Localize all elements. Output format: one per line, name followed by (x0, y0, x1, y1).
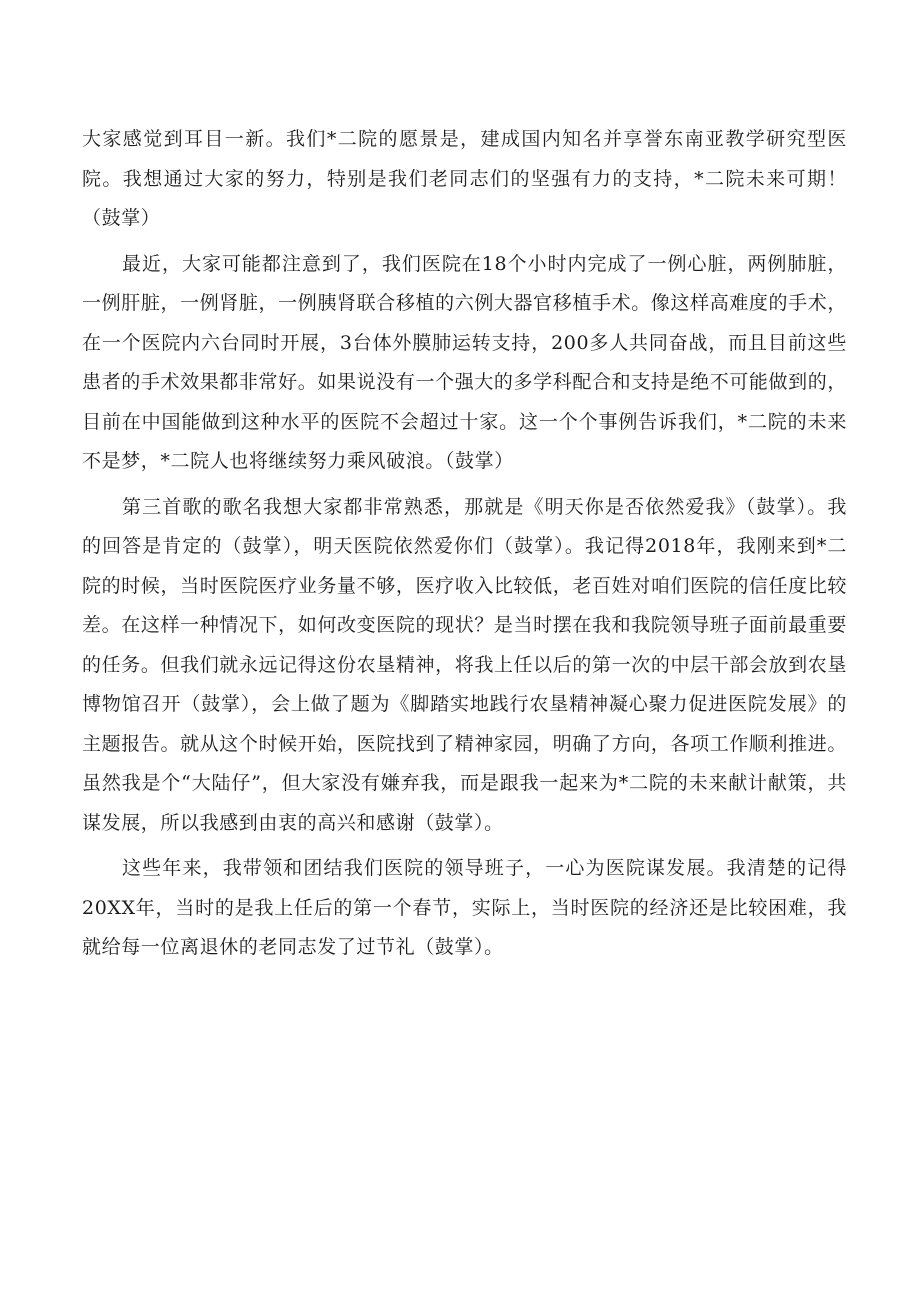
document-body (82, 120, 847, 968)
paragraph-1: 大家感觉到耳目一新。我们*二院的愿景是，建成国内知名并享誉东南亚教学研究型医院。我想通过大家的努力，特别是我们老同志们的坚强有力的支持，*二院未来可期！（鼓掌） (82, 128, 847, 229)
paragraph-4: 这些年来，我带领和团结我们医院的领导班子，一心为医院谋发展。我清楚的记得20XX年，当时的是我上任后的第一个春节，实际上，当时医院的经济还是比较困难，我就给每一位离退休的老同志发了过节礼（鼓掌）。 (82, 857, 847, 958)
paragraph-3: 第三首歌的歌名我想大家都非常熟悉，那就是《明天你是否依然爱我》（鼓掌）。我的回答是肯定的（鼓掌），明天医院依然爱你们（鼓掌）。我记得2018年，我刚来到*二院的时候，当时医院医疗业务量不够，医疗收入比较低，老百姓对咱们医院的信任度比较差。在这样一种情况下，如何改变医院的现状？是当时摆在我和我院领导班子面前最重要的任务。但我们就永远记得这份农垦精神，将我上任以后的第一次的中层干部会放到农垦博物馆召开（鼓掌），会上做了题为《脚踏实地践行农垦精神凝心聚力促进医院发展》的主题报告。就从这个时候开始，医院找到了精神家园，明确了方向，各项工作顺利推进。虽然我是个“大陆仔”，但大家没有嫌弃我，而是跟我一起来为*二院的未来献计献策，共谋发展，所以我感到由衷的高兴和感谢（鼓掌）。 (82, 495, 847, 834)
paragraph-2: 最近，大家可能都注意到了，我们医院在18个小时内完成了一例心脏，两例肺脏，一例肝脏，一例肾脏，一例胰肾联合移植的六例大器官移植手术。像这样高难度的手术，在一个医院内六台同时开展，3台体外膜肺运转支持，200多人共同奋战，而且目前这些患者的手术效果都非常好。如果说没有一个强大的多学科配合和支持是绝不可能做到的，目前在中国能做到这种水平的医院不会超过十家。这一个个事例告诉我们，*二院的未来不是梦，*二院人也将继续努力乘风破浪。（鼓掌） (82, 252, 847, 472)
